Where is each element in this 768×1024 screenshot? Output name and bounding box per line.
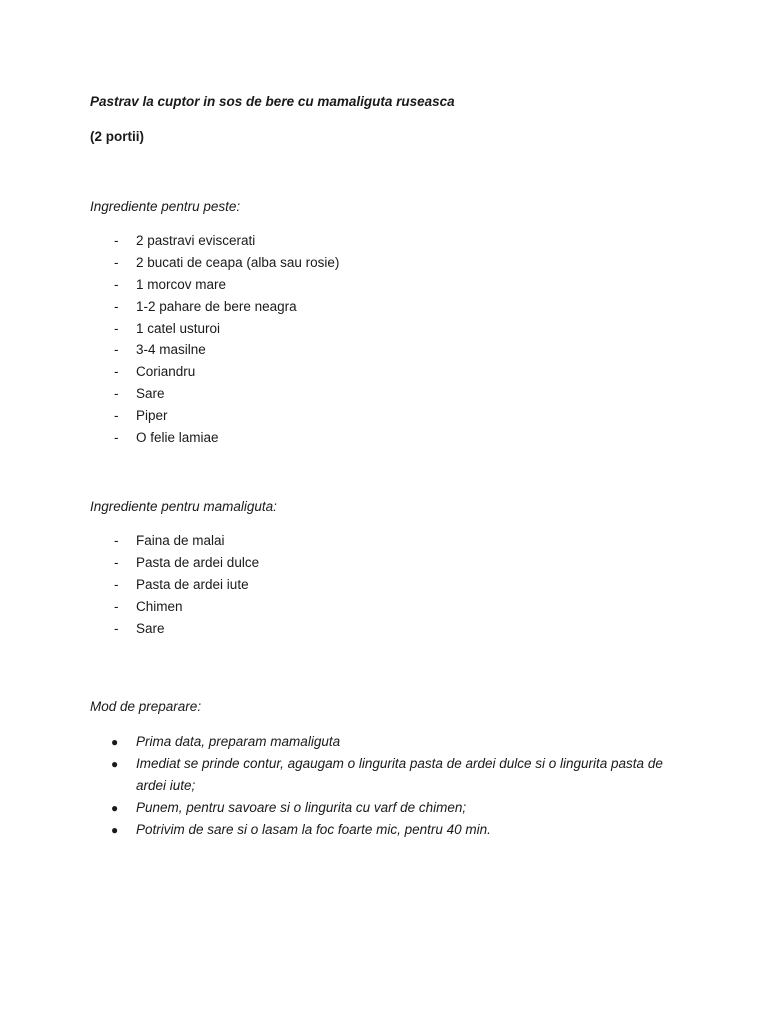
list-item [0, 819, 768, 841]
ingredient-text: Piper [136, 408, 168, 424]
list-item [0, 797, 768, 819]
recipe-title: Pastrav la cuptor in sos de bere cu mamaliguta ruseasca [90, 94, 455, 109]
dash-marker: - [114, 298, 119, 314]
preparation-steps-list [0, 731, 768, 841]
list-item [0, 731, 768, 753]
dash-marker: - [114, 430, 119, 446]
step-text: Punem, pentru savoare si o lingurita cu varf de chimen; [136, 800, 467, 815]
bullet-marker: ● [111, 801, 119, 815]
dash-marker: - [114, 342, 119, 358]
ingredient-text: Sare [136, 620, 165, 636]
ingredient-text: 1-2 pahare de bere neagra [136, 298, 297, 314]
ingredient-text: 2 pastravi eviscerati [136, 233, 256, 248]
dash-marker: - [114, 533, 119, 548]
bullet-marker: ● [111, 823, 119, 837]
bullet-marker: ● [111, 735, 119, 749]
ingredient-text: 1 morcov mare [136, 276, 227, 292]
ingredient-text: 2 bucati de ceapa (alba sau rosie) [136, 254, 340, 270]
step-text: Prima data, preparam mamaliguta [136, 734, 341, 749]
bullet-marker: ● [111, 757, 119, 771]
dash-marker: - [114, 276, 119, 292]
dash-marker: - [114, 364, 119, 380]
dash-marker: - [114, 233, 119, 248]
polenta-ingredients-heading: Ingrediente pentru mamaliguta: [90, 499, 277, 514]
dash-marker: - [114, 408, 119, 424]
ingredient-text: Coriandru [136, 364, 196, 380]
ingredient-text: Faina de malai [136, 533, 225, 548]
dash-marker: - [114, 576, 119, 592]
ingredient-text: 1 catel usturoi [136, 320, 221, 336]
ingredient-text: Pasta de ardei iute [136, 576, 249, 592]
dash-marker: - [114, 620, 119, 636]
dash-marker: - [114, 320, 119, 336]
preparation-heading: Mod de preparare: [90, 699, 202, 714]
ingredient-text: 3-4 masilne [136, 342, 206, 358]
ingredient-text: Chimen [136, 598, 183, 614]
dash-marker: - [114, 254, 119, 270]
dash-marker: - [114, 554, 119, 570]
ingredient-text: O felie lamiae [136, 430, 219, 446]
ingredient-text: Pasta de ardei dulce [136, 554, 260, 570]
fish-ingredients-heading: Ingrediente pentru peste: [90, 199, 241, 214]
step-text: Potrivim de sare si o lasam la foc foarte mic, pentru 40 min. [136, 822, 491, 837]
dash-marker: - [114, 386, 119, 402]
recipe-portions: (2 portii) [90, 129, 144, 144]
list-item [0, 753, 768, 797]
step-text: Imediat se prinde contur, agaugam o lingurita pasta de ardei dulce si o lingurita pasta de ardei iute; [136, 756, 663, 793]
dash-marker: - [114, 598, 119, 614]
ingredient-text: Sare [136, 386, 165, 402]
